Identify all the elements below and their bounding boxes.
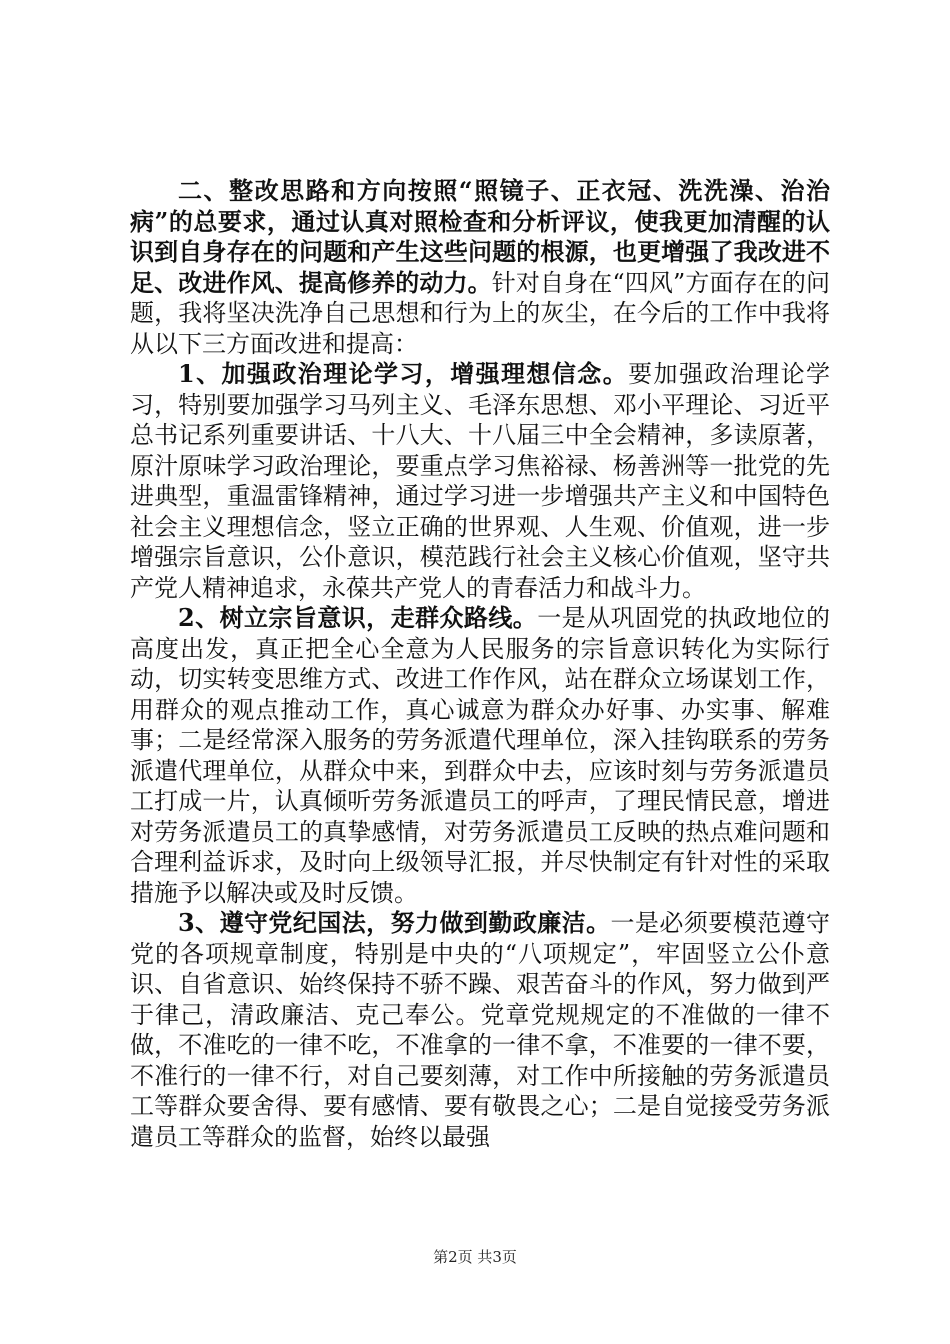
paragraph-heading: 1、加强政治理论学习，增强理想信念。	[178, 359, 629, 388]
paragraph-text: 针对自身在“四风”方面存在的问题，我将坚决洗净自己思想和行为上的灰尘，在今后的工作中我将从以下三方面改进和提高：	[130, 268, 831, 358]
document-body	[130, 176, 830, 1152]
paragraph-heading: 2、树立宗旨意识，走群众路线。	[178, 603, 538, 632]
paragraph-text: 一是从巩固党的执政地位的高度出发，真正把全心全意为人民服务的宗旨意识转化为实际行动，切实转变思维方式、改进工作作风，站在群众立场谋划工作，用群众的观点推动工作，真心诚意为群众办好事、办实事、解难事；二是经常深入服务的劳务派遣代理单位，深入挂钩联系的劳务派遣代理单位，从群众中来，到群众中去，应该时刻与劳务派遣员工打成一片，认真倾听劳务派遣员工的呼声，了理民情民意，增进对劳务派遣员工的真挚感情，对劳务派遣员工反映的热点难问题和合理利益诉求，及时向上级领导汇报，并尽快制定有针对性的采取措施予以解决或及时反馈。	[130, 604, 830, 907]
paragraph-rectification-approach	[130, 176, 830, 359]
paragraph-mass-line	[130, 603, 830, 908]
paragraph-text: 一是必须要模范遵守党的各项规章制度，特别是中央的“八项规定”，牢固竖立公仆意识、自省意识、始终保持不骄不躁、艰苦奋斗的作风，努力做到严于律己，清政廉洁、克己奉公。党章党规规定的不准做的一律不做，不准吃的一律不吃，不准拿的一律不拿，不准要的一律不要，不准行的一律不行，对自己要刻薄，对工作中所接触的劳务派遣员工等群众要舍得、要有感情、要有敬畏之心；二是自觉接受劳务派遣员工等群众的监督，始终以最强	[130, 909, 831, 1151]
paragraph-heading: 3、遵守党纪国法，努力做到勤政廉洁。	[178, 908, 611, 937]
paragraph-discipline	[130, 908, 830, 1152]
paragraph-heading: 二、整改思路和方向按照“照镜子、正衣冠、洗洗澡、治治病”的总要求，通过认真对照检查和分析评议，使我更加清醒的认识到自身存在的问题和产生这些问题的根源，也更增强了我改进不足、改进作风、提高修养的动力。	[130, 176, 830, 297]
paragraph-text: 要加强政治理论学习，特别要加强学习马列主义、毛泽东思想、邓小平理论、习近平总书记系列重要讲话、十八大、十八届三中全会精神，多读原著，原汁原味学习政治理论，要重点学习焦裕禄、杨善洲等一批党的先进典型，重温雷锋精神，通过学习进一步增强共产主义和中国特色社会主义理想信念，竖立正确的世界观、人生观、价值观，进一步增强宗旨意识，公仆意识，模范践行社会主义核心价值观，坚守共产党人精神追求，永葆共产党人的青春活力和战斗力。	[130, 360, 831, 602]
page-number-footer: 第2页 共3页	[433, 1248, 517, 1266]
paragraph-political-study	[130, 359, 830, 603]
